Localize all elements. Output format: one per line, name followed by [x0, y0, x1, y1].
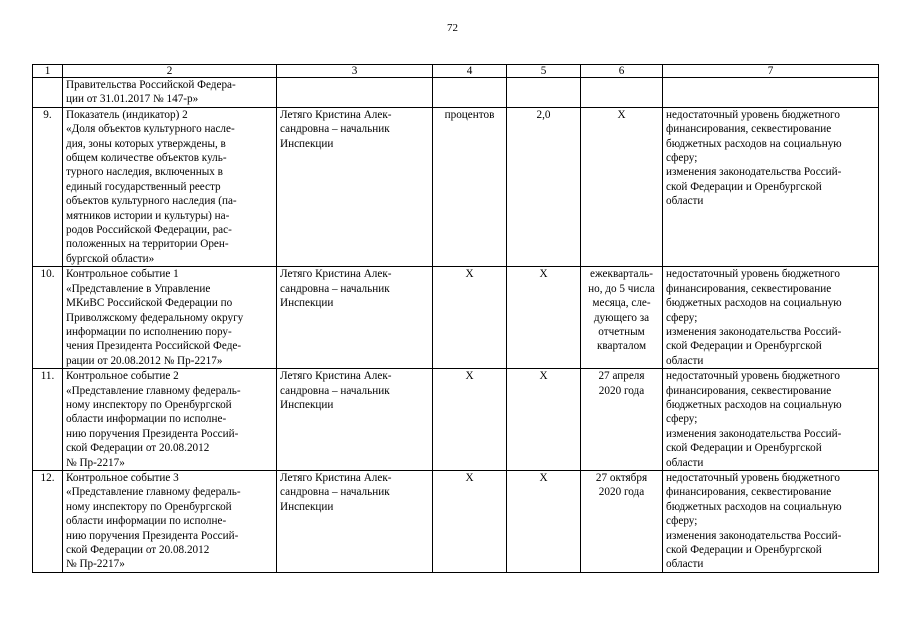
table-row	[33, 369, 879, 471]
row-value: 2,0	[507, 107, 581, 266]
row-risks	[663, 78, 879, 108]
table-row	[33, 267, 879, 369]
row-value	[507, 78, 581, 108]
row-number: 9.	[33, 107, 63, 266]
row-unit	[433, 78, 507, 108]
row-name: Контрольное событие 1 «Представление в Управление МКиВС Российской Федерации по Приволжскому федеральному округу информации по исполнению пору- чения Президента Российской Феде- рации от 20.08.2012 № Пр-2217»	[63, 267, 277, 369]
row-unit: Х	[433, 267, 507, 369]
row-responsible: Летяго Кристина Алек- сандровна – начальник Инспекции	[277, 267, 433, 369]
row-value: Х	[507, 369, 581, 471]
row-unit: процентов	[433, 107, 507, 266]
column-header: 5	[507, 65, 581, 78]
table-row	[33, 78, 879, 108]
column-header: 4	[433, 65, 507, 78]
column-header: 3	[277, 65, 433, 78]
row-unit: Х	[433, 369, 507, 471]
row-risks: недостаточный уровень бюджетного финансирования, секвестирование бюджетных расходов на социальную сферу; изменения законодательства Россий- ской Федерации и Оренбургской области	[663, 470, 879, 572]
table-row	[33, 470, 879, 572]
row-name: Показатель (индикатор) 2 «Доля объектов культурного насле- дия, зоны которых утверждены, в общем количестве объектов куль- турного наследия, включенных в единый государственный реестр объектов культурного наследия (па- мятников истории и культуры) на- родов Российской Федерации, рас- положенных на территории Орен- бургской области»	[63, 107, 277, 266]
row-deadline	[581, 78, 663, 108]
row-responsible: Летяго Кристина Алек- сандровна – начальник Инспекции	[277, 470, 433, 572]
column-header: 1	[33, 65, 63, 78]
row-responsible	[277, 78, 433, 108]
row-risks: недостаточный уровень бюджетного финансирования, секвестирование бюджетных расходов на социальную сферу; изменения законодательства Россий- ской Федерации и Оренбургской области	[663, 267, 879, 369]
column-header: 2	[63, 65, 277, 78]
row-deadline: Х	[581, 107, 663, 266]
row-name: Контрольное событие 3 «Представление главному федераль- ному инспектору по Оренбургской области информации по исполне- нию поручения Президента Россий- ской Федерации от 20.08.2012 № Пр-2217»	[63, 470, 277, 572]
row-deadline: ежекварталь- но, до 5 числа месяца, сле- дующего за отчетным кварталом	[581, 267, 663, 369]
data-table	[32, 64, 879, 573]
row-risks: недостаточный уровень бюджетного финансирования, секвестирование бюджетных расходов на социальную сферу; изменения законодательства Россий- ской Федерации и Оренбургской области	[663, 369, 879, 471]
row-value: Х	[507, 470, 581, 572]
row-number: 11.	[33, 369, 63, 471]
row-responsible: Летяго Кристина Алек- сандровна – начальник Инспекции	[277, 369, 433, 471]
column-header: 6	[581, 65, 663, 78]
row-unit: Х	[433, 470, 507, 572]
row-deadline: 27 октября 2020 года	[581, 470, 663, 572]
row-responsible: Летяго Кристина Алек- сандровна – начальник Инспекции	[277, 107, 433, 266]
row-number: 12.	[33, 470, 63, 572]
row-name: Правительства Российской Федера- ции от 31.01.2017 № 147-р»	[63, 78, 277, 108]
table-row	[33, 107, 879, 266]
column-header: 7	[663, 65, 879, 78]
row-risks: недостаточный уровень бюджетного финансирования, секвестирование бюджетных расходов на социальную сферу; изменения законодательства Россий- ской Федерации и Оренбургской области	[663, 107, 879, 266]
page-number: 72	[447, 22, 458, 34]
row-number: 10.	[33, 267, 63, 369]
row-deadline: 27 апреля 2020 года	[581, 369, 663, 471]
row-value: Х	[507, 267, 581, 369]
row-name: Контрольное событие 2 «Представление главному федераль- ному инспектору по Оренбургской области информации по исполне- нию поручения Президента Россий- ской Федерации от 20.08.2012 № Пр-2217»	[63, 369, 277, 471]
row-number	[33, 78, 63, 108]
header-row	[33, 65, 879, 78]
